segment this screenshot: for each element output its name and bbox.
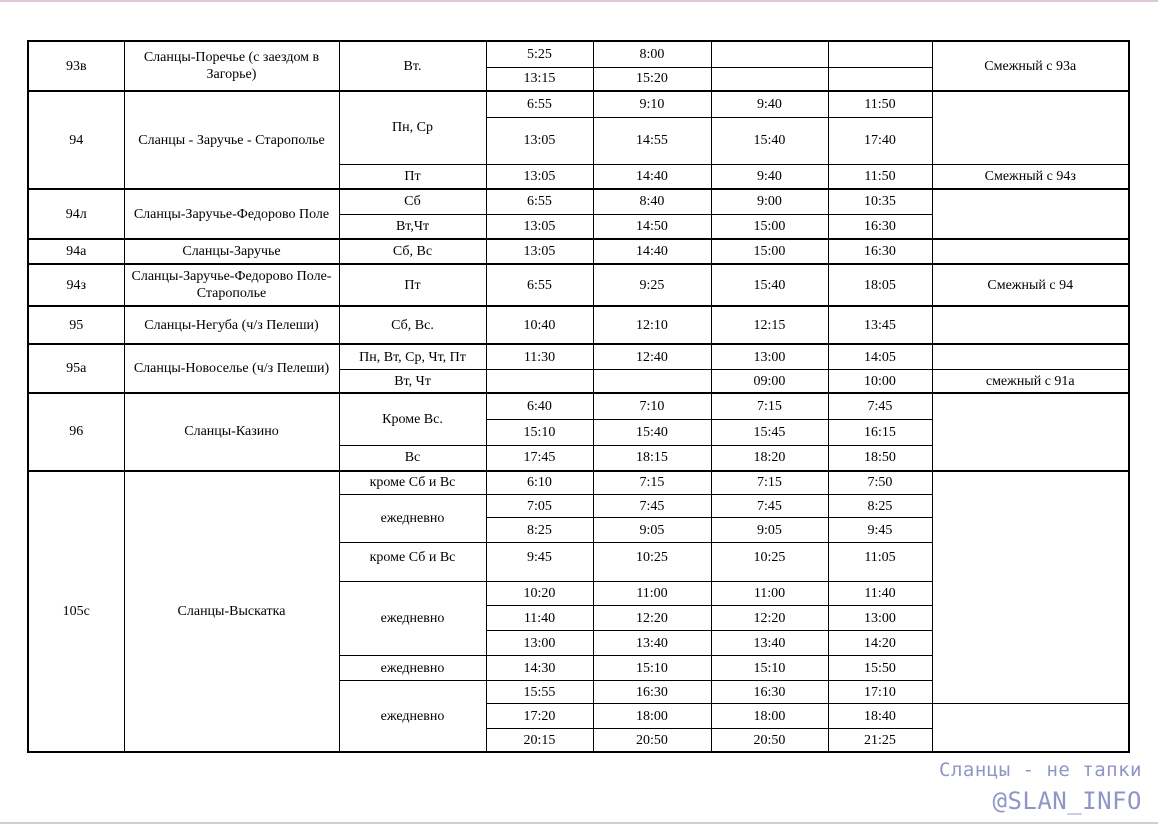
- time-cell: 15:10: [593, 656, 711, 681]
- route-name: Сланцы-Заручье-Федорово Поле-Старополье: [124, 264, 339, 306]
- time-cell: 13:05: [486, 214, 593, 239]
- time-cell: 8:40: [593, 189, 711, 214]
- time-cell: 7:15: [593, 471, 711, 495]
- route-name: Сланцы-Негуба (ч/з Пелеши): [124, 306, 339, 344]
- time-cell: 13:45: [828, 306, 932, 344]
- time-cell: 20:50: [593, 729, 711, 752]
- note-cell: Смежный с 94з: [932, 164, 1129, 189]
- note-cell: [932, 471, 1129, 704]
- note-cell: [932, 306, 1129, 344]
- time-cell: 6:10: [486, 471, 593, 495]
- time-cell: 6:55: [486, 189, 593, 214]
- time-cell: 15:50: [828, 656, 932, 681]
- days-label: ежедневно: [339, 681, 486, 752]
- time-cell: 09:00: [711, 369, 828, 393]
- route-name: Сланцы-Заручье-Федорово Поле: [124, 189, 339, 239]
- route-number: 94л: [28, 189, 124, 239]
- table-row: [28, 471, 1129, 495]
- days-label: кроме Сб и Вс: [339, 471, 486, 495]
- time-cell: 9:45: [486, 543, 593, 582]
- time-cell: 6:55: [486, 264, 593, 306]
- time-cell: 13:00: [486, 631, 593, 656]
- time-cell: 15:00: [711, 214, 828, 239]
- days-label: ежедневно: [339, 656, 486, 681]
- time-cell: 13:00: [828, 606, 932, 631]
- time-cell: 10:40: [486, 306, 593, 344]
- time-cell: 15:10: [711, 656, 828, 681]
- time-cell: 9:05: [711, 518, 828, 543]
- time-cell: 9:25: [593, 264, 711, 306]
- time-cell: 7:15: [711, 393, 828, 419]
- note-cell: [932, 704, 1129, 752]
- route-number: 93в: [28, 41, 124, 91]
- time-cell: 11:50: [828, 91, 932, 117]
- time-cell: 15:10: [486, 419, 593, 445]
- time-cell: 13:05: [486, 117, 593, 164]
- time-cell: 11:30: [486, 344, 593, 369]
- time-cell: 14:05: [828, 344, 932, 369]
- top-divider: [0, 0, 1158, 2]
- time-cell: 15:40: [711, 264, 828, 306]
- time-cell: 14:55: [593, 117, 711, 164]
- time-cell: 10:25: [711, 543, 828, 582]
- time-cell: 7:45: [711, 495, 828, 518]
- time-cell: 16:15: [828, 419, 932, 445]
- time-cell: 18:15: [593, 446, 711, 471]
- time-cell: 7:05: [486, 495, 593, 518]
- days-label: ежедневно: [339, 582, 486, 656]
- time-cell: [711, 67, 828, 91]
- time-cell: 11:00: [593, 582, 711, 606]
- time-cell: 5:25: [486, 41, 593, 67]
- time-cell: 18:50: [828, 446, 932, 471]
- days-label: Кроме Вс.: [339, 393, 486, 445]
- time-cell: 13:40: [711, 631, 828, 656]
- time-cell: 10:35: [828, 189, 932, 214]
- time-cell: 8:00: [593, 41, 711, 67]
- days-label: Вт, Чт: [339, 369, 486, 393]
- days-label: Вт,Чт: [339, 214, 486, 239]
- time-cell: [593, 369, 711, 393]
- time-cell: 16:30: [593, 681, 711, 704]
- time-cell: 20:50: [711, 729, 828, 752]
- table-row: [28, 344, 1129, 369]
- days-label: ежедневно: [339, 495, 486, 543]
- time-cell: 6:55: [486, 91, 593, 117]
- table-row: [28, 91, 1129, 117]
- watermark-slogan: Сланцы - не тапки: [939, 759, 1142, 781]
- days-label: Пн, Вт, Ср, Чт, Пт: [339, 344, 486, 369]
- time-cell: 7:50: [828, 471, 932, 495]
- time-cell: 7:45: [593, 495, 711, 518]
- time-cell: 17:45: [486, 446, 593, 471]
- watermark-handle: @SLAN_INFO: [992, 787, 1142, 815]
- table-row: [28, 393, 1129, 419]
- time-cell: 15:45: [711, 419, 828, 445]
- route-name: Сланцы-Выскатка: [124, 471, 339, 752]
- time-cell: 15:20: [593, 67, 711, 91]
- route-number: 95а: [28, 344, 124, 393]
- time-cell: 12:10: [593, 306, 711, 344]
- time-cell: 18:20: [711, 446, 828, 471]
- time-cell: 8:25: [828, 495, 932, 518]
- time-cell: 18:00: [593, 704, 711, 729]
- time-cell: 10:20: [486, 582, 593, 606]
- note-cell: [932, 393, 1129, 470]
- time-cell: 16:30: [828, 239, 932, 264]
- time-cell: 13:00: [711, 344, 828, 369]
- time-cell: 9:40: [711, 91, 828, 117]
- route-number: 94а: [28, 239, 124, 264]
- table-row: [28, 264, 1129, 306]
- time-cell: 9:45: [828, 518, 932, 543]
- time-cell: 12:15: [711, 306, 828, 344]
- days-label: Пт: [339, 164, 486, 189]
- time-cell: 14:50: [593, 214, 711, 239]
- time-cell: 7:10: [593, 393, 711, 419]
- days-label: Вс: [339, 446, 486, 471]
- time-cell: 12:20: [711, 606, 828, 631]
- time-cell: 21:25: [828, 729, 932, 752]
- note-cell: Смежный с 93а: [932, 41, 1129, 91]
- time-cell: 20:15: [486, 729, 593, 752]
- time-cell: 18:05: [828, 264, 932, 306]
- time-cell: 9:05: [593, 518, 711, 543]
- time-cell: 17:20: [486, 704, 593, 729]
- route-number: 94: [28, 91, 124, 189]
- time-cell: 15:40: [711, 117, 828, 164]
- time-cell: 11:00: [711, 582, 828, 606]
- time-cell: 14:20: [828, 631, 932, 656]
- time-cell: [828, 41, 932, 67]
- table-row: [28, 41, 1129, 67]
- route-name: Сланцы-Заручье: [124, 239, 339, 264]
- days-label: Пт: [339, 264, 486, 306]
- note-cell: [932, 239, 1129, 264]
- time-cell: [828, 67, 932, 91]
- table-row: [28, 239, 1129, 264]
- days-label: Пн, Ср: [339, 91, 486, 164]
- time-cell: 18:40: [828, 704, 932, 729]
- time-cell: 14:40: [593, 164, 711, 189]
- time-cell: 12:40: [593, 344, 711, 369]
- time-cell: 7:15: [711, 471, 828, 495]
- route-number: 94з: [28, 264, 124, 306]
- time-cell: 7:45: [828, 393, 932, 419]
- time-cell: 13:05: [486, 164, 593, 189]
- time-cell: 8:25: [486, 518, 593, 543]
- time-cell: 9:10: [593, 91, 711, 117]
- note-cell: Смежный с 94: [932, 264, 1129, 306]
- time-cell: 14:40: [593, 239, 711, 264]
- note-cell: [932, 189, 1129, 239]
- time-cell: 9:40: [711, 164, 828, 189]
- time-cell: 13:05: [486, 239, 593, 264]
- time-cell: 11:40: [828, 582, 932, 606]
- time-cell: [711, 41, 828, 67]
- route-number: 105с: [28, 471, 124, 752]
- days-label: Сб: [339, 189, 486, 214]
- note-cell: смежный с 91а: [932, 369, 1129, 393]
- time-cell: 17:10: [828, 681, 932, 704]
- time-cell: 12:20: [593, 606, 711, 631]
- time-cell: 15:55: [486, 681, 593, 704]
- time-cell: 16:30: [711, 681, 828, 704]
- time-cell: 13:15: [486, 67, 593, 91]
- note-cell: [932, 91, 1129, 164]
- route-name: Сланцы-Поречье (с заездом в Загорье): [124, 41, 339, 91]
- route-name: Сланцы - Заручье - Старополье: [124, 91, 339, 189]
- time-cell: 17:40: [828, 117, 932, 164]
- route-number: 96: [28, 393, 124, 470]
- time-cell: 6:40: [486, 393, 593, 419]
- time-cell: 10:25: [593, 543, 711, 582]
- time-cell: 15:00: [711, 239, 828, 264]
- note-cell: [932, 344, 1129, 369]
- time-cell: 16:30: [828, 214, 932, 239]
- time-cell: 13:40: [593, 631, 711, 656]
- time-cell: 9:00: [711, 189, 828, 214]
- time-cell: 18:00: [711, 704, 828, 729]
- time-cell: 10:00: [828, 369, 932, 393]
- days-label: Сб, Вс.: [339, 306, 486, 344]
- bus-schedule-table: [27, 40, 1130, 753]
- days-label: Сб, Вс: [339, 239, 486, 264]
- table-row: [28, 306, 1129, 344]
- route-name: Сланцы-Казино: [124, 393, 339, 470]
- time-cell: 15:40: [593, 419, 711, 445]
- days-label: кроме Сб и Вс: [339, 543, 486, 582]
- days-label: Вт.: [339, 41, 486, 91]
- table-row: [28, 189, 1129, 214]
- time-cell: [486, 369, 593, 393]
- time-cell: 11:40: [486, 606, 593, 631]
- route-name: Сланцы-Новоселье (ч/з Пелеши): [124, 344, 339, 393]
- time-cell: 14:30: [486, 656, 593, 681]
- time-cell: 11:50: [828, 164, 932, 189]
- time-cell: 11:05: [828, 543, 932, 582]
- route-number: 95: [28, 306, 124, 344]
